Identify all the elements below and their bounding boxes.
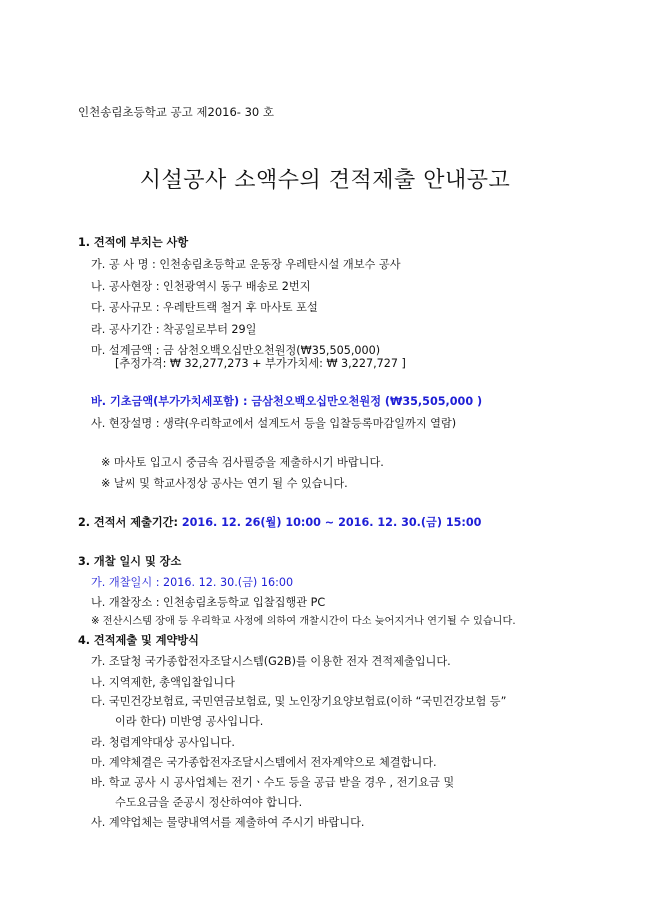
- note-soil-inspection: ※ 마사토 입고시 중금속 검사필증을 제출하시기 바랍니다.: [101, 456, 384, 469]
- contract-item-c-line1: 다. 국민건강보험료, 국민연금보험료, 및 노인장기요양보험료(이하 “국민건강보험 등”: [91, 695, 507, 708]
- base-amount: 바. 기초금액(부가가치세포함) : 금삼천오백오십만오천원정 (₩35,505,000 ): [91, 395, 483, 408]
- submission-period-label: 2. 견적서 제출기간:: [78, 516, 182, 529]
- contract-item-f-line2: 수도요금을 준공시 정산하여야 합니다.: [115, 796, 303, 809]
- section-4-heading: 4. 견적제출 및 계약방식: [78, 634, 199, 647]
- contract-item-b: 나. 지역제한, 총액입찰입니다: [91, 676, 235, 689]
- site-briefing: 사. 현장설명 : 생략(우리학교에서 설계도서 등을 입찰등록마감일까지 열람): [91, 417, 457, 430]
- contract-item-d: 라. 청렴계약대상 공사입니다.: [91, 736, 235, 749]
- project-period: 라. 공사기간 : 착공일로부터 29일: [91, 323, 257, 336]
- page-title: 시설공사 소액수의 견적제출 안내공고: [139, 168, 511, 193]
- project-scale: 다. 공사규모 : 우레탄트랙 철거 후 마사토 포설: [91, 301, 318, 314]
- contract-item-e: 마. 계약체결은 국가종합전자조달시스템에서 전자계약으로 체결합니다.: [91, 756, 437, 769]
- contract-item-f-line1: 바. 학교 공사 시 공사업체는 전기ㆍ수도 등을 공급 받을 경우 , 전기요금 및: [91, 776, 455, 789]
- estimated-price: [추정가격: ₩ 32,277,273 + 부가가치세: ₩ 3,227,727 ]: [115, 357, 406, 370]
- submission-period: 2016. 12. 26(월) 10:00 ∼ 2016. 12. 30.(금) 15:00: [181, 516, 482, 529]
- project-site: 나. 공사현장 : 인천광역시 동구 배송로 2번지: [91, 280, 311, 293]
- section-3-heading: 3. 개찰 일시 및 장소: [78, 555, 182, 568]
- contract-item-a: 가. 조달청 국가종합전자조달시스템(G2B)를 이용한 전자 견적제출입니다.: [91, 655, 451, 668]
- opening-place: 나. 개찰장소 : 인천송림초등학교 입찰집행관 PC: [91, 596, 326, 609]
- note-delay: ※ 날씨 및 학교사정상 공사는 연기 될 수 있습니다.: [101, 477, 348, 490]
- opening-datetime: 가. 개찰일시 : 2016. 12. 30.(금) 16:00: [91, 576, 294, 589]
- note-system-delay: ※ 전산시스템 장애 등 우리학교 사정에 의하여 개찰시간이 다소 늦어지거나 연기될 수 있습니다.: [91, 616, 516, 627]
- notice-number: 인천송림초등학교 공고 제2016- 30 호: [78, 105, 274, 119]
- design-amount: 마. 설계금액 : 금 삼천오백오십만오천원정(₩35,505,000): [91, 344, 381, 357]
- project-name: 가. 공 사 명 : 인천송림초등학교 운동장 우레탄시설 개보수 공사: [91, 258, 401, 271]
- section-1-heading: 1. 견적에 부치는 사항: [78, 236, 189, 249]
- contract-item-c-line2: 이라 한다) 미반영 공사입니다.: [115, 715, 264, 728]
- contract-item-g: 사. 계약업체는 물량내역서를 제출하여 주시기 바랍니다.: [91, 816, 365, 829]
- section-2-heading: [78, 516, 481, 530]
